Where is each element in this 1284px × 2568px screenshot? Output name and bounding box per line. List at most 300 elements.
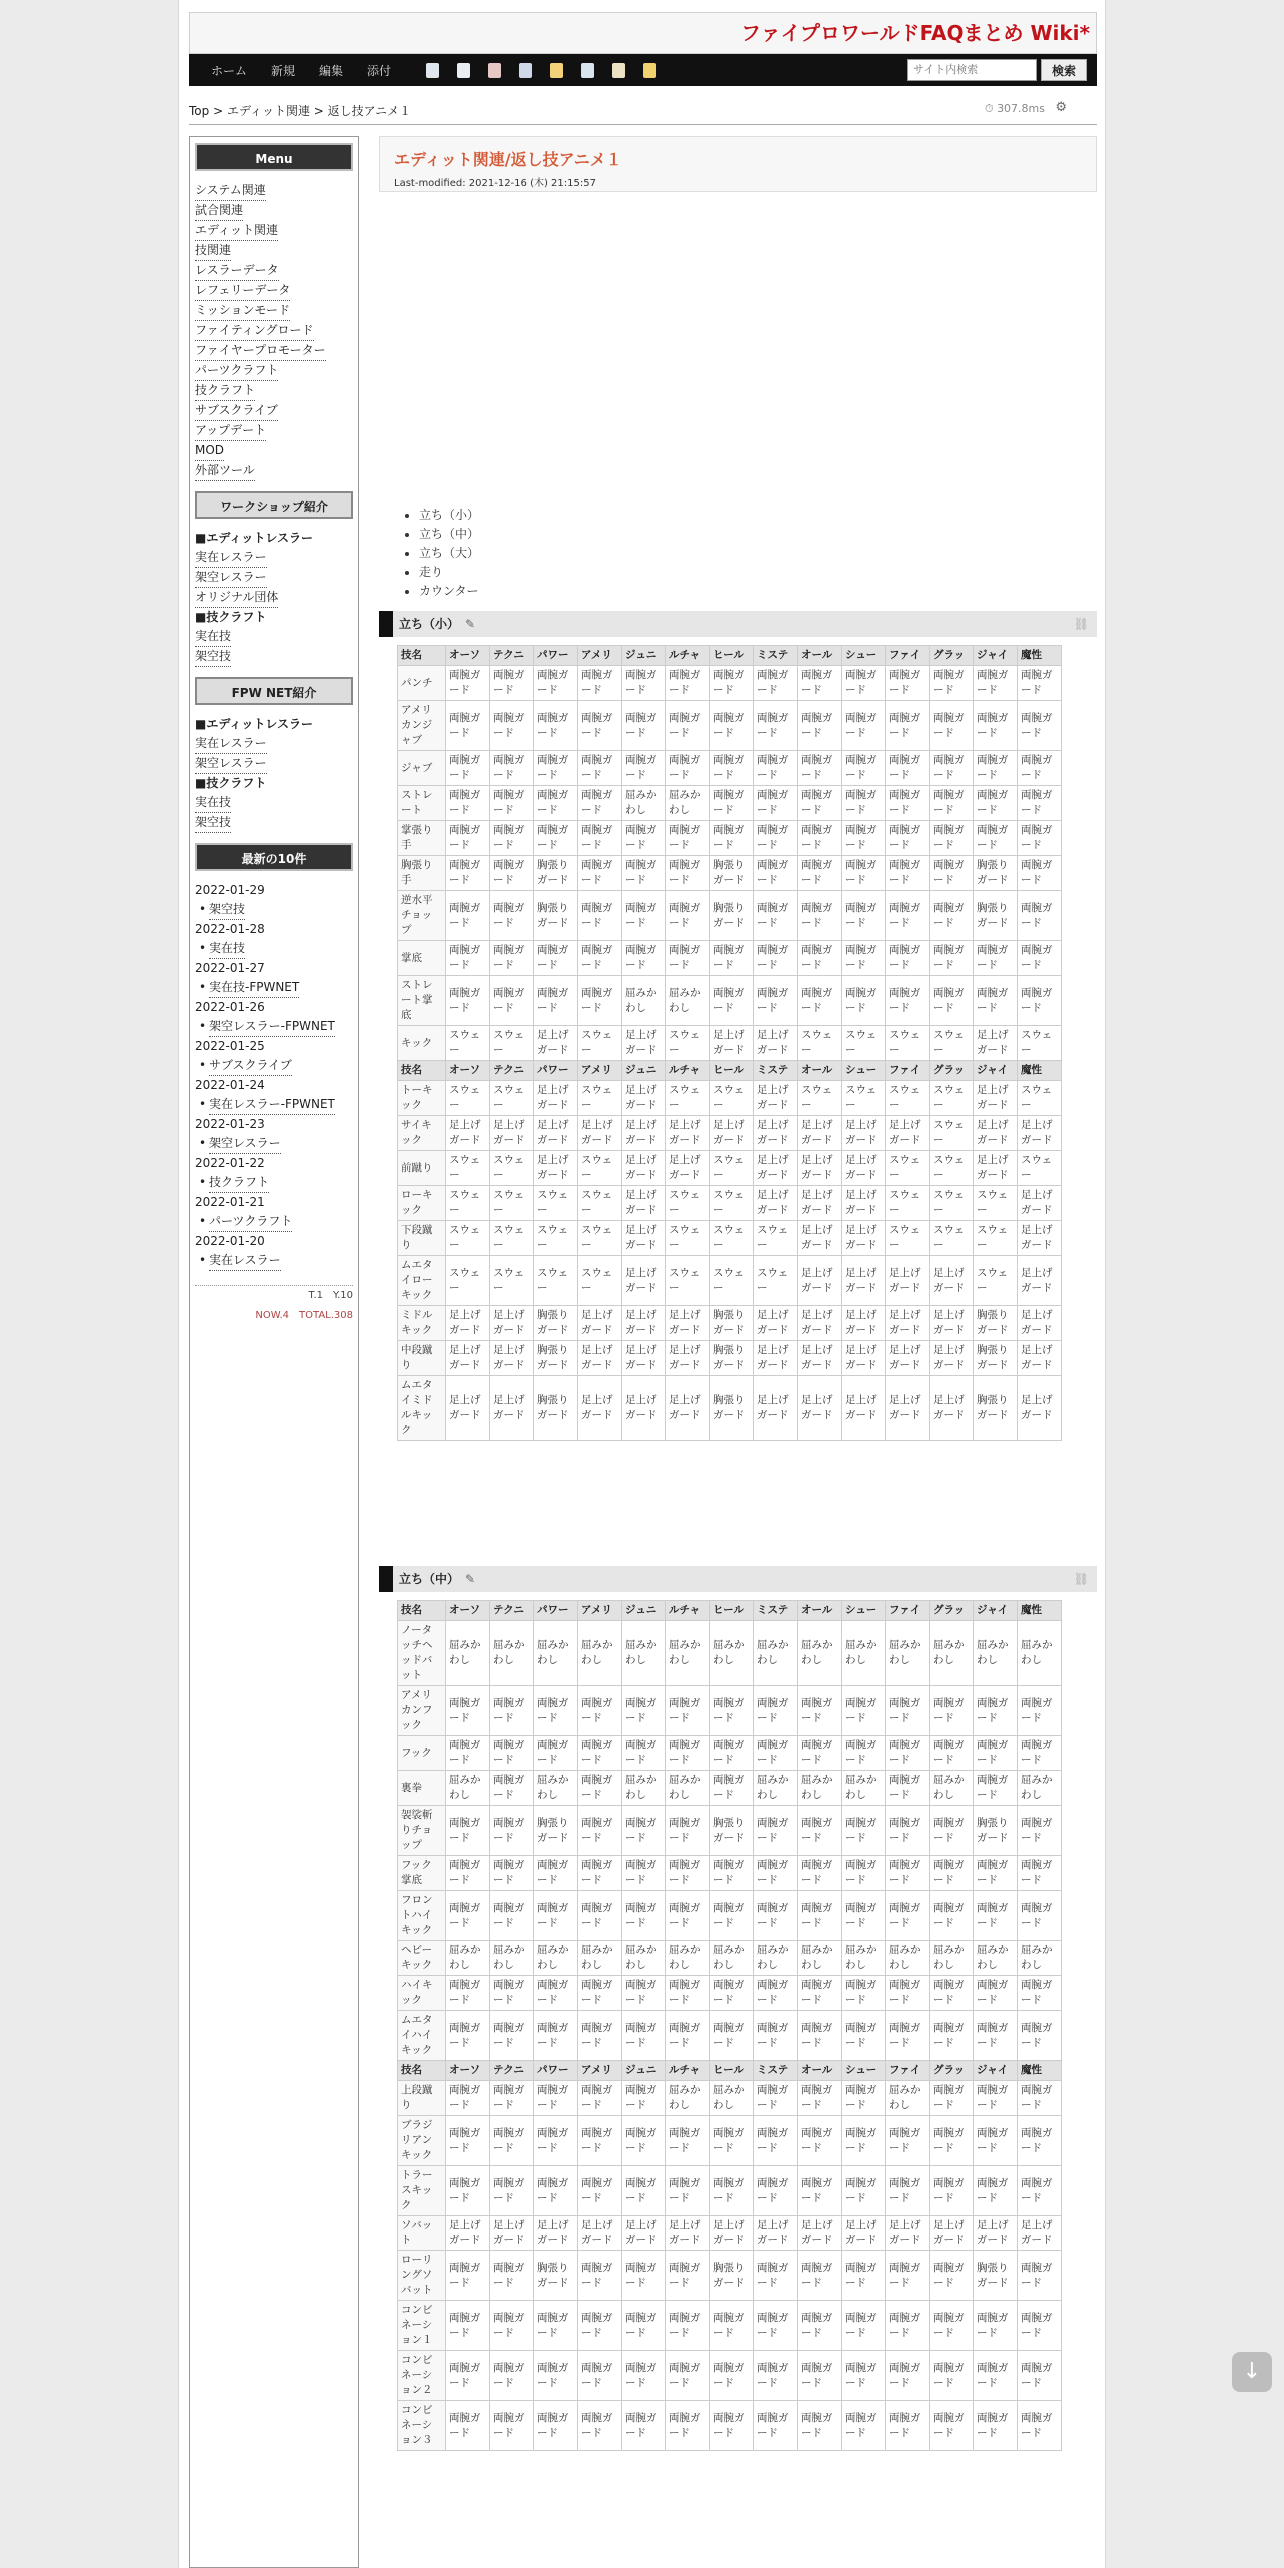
toc-item [419, 563, 479, 582]
sidebar-menu-item[interactable]: サブスクライブ [195, 401, 278, 421]
column-header: ジュニ [622, 1061, 666, 1081]
recent-link[interactable]: • 実在レスラー-FPWNET [209, 1095, 335, 1115]
reversal-cell: 両腕ガード [710, 1891, 754, 1941]
reversal-cell: 両腕ガード [886, 2401, 930, 2451]
reversal-cell: 屈みかわし [798, 1771, 842, 1806]
fpw-heading[interactable]: FPW NET紹介 [195, 677, 353, 705]
recent-date: 2022-01-23 [195, 1117, 265, 1131]
reversal-cell: 両腕ガード [534, 2011, 578, 2061]
toc-link[interactable]: 立ち（大） [419, 546, 480, 560]
reversal-cell: 両腕ガード [798, 666, 842, 701]
recent-date: 2022-01-24 [195, 1078, 265, 1092]
reversal-cell: 足上げガード [666, 1306, 710, 1341]
reversal-cell: 足上げガード [798, 2216, 842, 2251]
reversal-cell: 足上げガード [886, 2216, 930, 2251]
search-button[interactable]: 検索 [1041, 59, 1087, 81]
reversal-cell: 足上げガード [666, 1376, 710, 1441]
reversal-cell: 両腕ガード [578, 2251, 622, 2301]
reversal-cell: 屈みかわし [754, 1771, 798, 1806]
sidebar-link[interactable]: オリジナル団体 [195, 588, 278, 608]
recent-icon[interactable] [612, 63, 625, 78]
reversal-cell: 両腕ガード [1018, 2351, 1062, 2401]
sidebar-link[interactable]: 架空技 [195, 813, 231, 833]
section-title[interactable]: 立ち（中） [399, 1572, 460, 1586]
reversal-cell: 両腕ガード [974, 2351, 1018, 2401]
reversal-cell: 両腕ガード [578, 2081, 622, 2116]
reversal-cell: 足上げガード [622, 1256, 666, 1306]
table-row [398, 856, 1062, 891]
reversal-cell: 屈みかわし [446, 1941, 490, 1976]
reversal-cell: 両腕ガード [710, 2011, 754, 2061]
recent-link[interactable]: • 架空レスラー-FPWNET [209, 1017, 335, 1037]
move-name: アメリカンジャブ [398, 701, 446, 751]
reversal-cell: 足上げガード [974, 2216, 1018, 2251]
anchor-link-icon[interactable]: ⛓ [1073, 1572, 1089, 1586]
reversal-cell: 両腕ガード [1018, 1856, 1062, 1891]
reversal-cell: 両腕ガード [842, 751, 886, 786]
reversal-cell: 屈みかわし [842, 1771, 886, 1806]
reversal-cell: スウェー [886, 1186, 930, 1221]
recent-link[interactable]: • パーツクラフト [209, 1212, 292, 1232]
reversal-cell: 胸張りガード [974, 891, 1018, 941]
reversal-cell: 両腕ガード [1018, 2011, 1062, 2061]
reversal-cell: 両腕ガード [534, 2301, 578, 2351]
reversal-cell: 屈みかわし [578, 1621, 622, 1686]
toc-link[interactable]: 走り [419, 565, 444, 579]
column-header: 技名 [398, 2061, 446, 2081]
toc-item [419, 582, 479, 601]
reversal-cell: 足上げガード [622, 1306, 666, 1341]
anchor-link-icon[interactable]: ⛓ [1073, 617, 1089, 631]
nav-attach[interactable]: 添付 [367, 63, 392, 78]
sidebar-group-label: ■エディットレスラー [195, 531, 314, 545]
reversal-cell: スウェー [446, 1151, 490, 1186]
reversal-cell: 両腕ガード [886, 1686, 930, 1736]
help-icon[interactable] [643, 63, 656, 78]
reversal-cell: 足上げガード [622, 1081, 666, 1116]
recent-item [195, 1095, 353, 1115]
sidebar-menu-item[interactable]: MOD [195, 441, 224, 461]
column-header: オーソ [446, 1601, 490, 1621]
reversal-cell: 両腕ガード [930, 1856, 974, 1891]
reversal-cell: 両腕ガード [842, 2301, 886, 2351]
reversal-cell: 屈みかわし [1018, 1621, 1062, 1686]
gear-icon[interactable]: ⚙ [1055, 100, 1067, 115]
table-row [398, 1771, 1062, 1806]
reversal-cell: 屈みかわし [930, 1941, 974, 1976]
move-name: ストレート掌底 [398, 976, 446, 1026]
reversal-cell: 両腕ガード [930, 786, 974, 821]
reversal-cell: 両腕ガード [710, 701, 754, 751]
reversal-cell: 屈みかわし [622, 976, 666, 1026]
reversal-cell: 両腕ガード [886, 2166, 930, 2216]
reversal-cell: 屈みかわし [974, 1941, 1018, 1976]
column-header: ヒール [710, 2061, 754, 2081]
reversal-cell: 両腕ガード [666, 666, 710, 701]
reversal-cell: スウェー [490, 1186, 534, 1221]
reversal-cell: 両腕ガード [754, 891, 798, 941]
reversal-cell: スウェー [974, 1256, 1018, 1306]
reversal-cell: 両腕ガード [666, 2011, 710, 2061]
reversal-cell: 両腕ガード [446, 2251, 490, 2301]
reversal-cell: 足上げガード [622, 1151, 666, 1186]
move-name: アメリカンフック [398, 1686, 446, 1736]
reversal-cell: 両腕ガード [666, 1856, 710, 1891]
reversal-cell: 両腕ガード [930, 1976, 974, 2011]
reversal-cell: 屈みかわし [974, 1621, 1018, 1686]
table-row [398, 2011, 1062, 2061]
recent-item [195, 900, 353, 920]
reversal-cell: 両腕ガード [666, 821, 710, 856]
toc-link[interactable]: 立ち（小） [419, 508, 480, 522]
reversal-cell: スウェー [446, 1221, 490, 1256]
reversal-cell: 両腕ガード [974, 701, 1018, 751]
reversal-cell: 両腕ガード [798, 1976, 842, 2011]
reversal-cell: 両腕ガード [842, 856, 886, 891]
reversal-cell: 両腕ガード [1018, 856, 1062, 891]
reversal-cell: スウェー [1018, 1151, 1062, 1186]
reversal-cell: 両腕ガード [710, 1856, 754, 1891]
reversal-cell: 両腕ガード [1018, 821, 1062, 856]
reversal-cell: 屈みかわし [798, 1941, 842, 1976]
move-name: パンチ [398, 666, 446, 701]
reversal-cell: 両腕ガード [622, 2301, 666, 2351]
sidebar-menu-item[interactable]: エディット関連 [195, 221, 278, 241]
reversal-cell: 両腕ガード [886, 1736, 930, 1771]
sidebar-menu-item[interactable]: 試合関連 [195, 201, 243, 221]
move-name: 胸張り手 [398, 856, 446, 891]
sidebar-menu-item[interactable]: 技関連 [195, 241, 231, 261]
sidebar-menu-item[interactable]: システム関連 [195, 181, 266, 201]
reversal-cell: 胸張りガード [974, 1306, 1018, 1341]
reversal-cell: 胸張りガード [974, 2251, 1018, 2301]
reversal-cell: 両腕ガード [754, 1891, 798, 1941]
table-row [398, 1081, 1062, 1116]
reversal-cell: 両腕ガード [842, 976, 886, 1026]
reversal-cell: 両腕ガード [666, 1976, 710, 2011]
menu-list [195, 181, 353, 481]
reversal-cell: 両腕ガード [842, 2166, 886, 2216]
reversal-cell: 両腕ガード [622, 821, 666, 856]
reversal-cell: 足上げガード [578, 1376, 622, 1441]
reversal-cell: スウェー [490, 1026, 534, 1061]
reversal-cell: 両腕ガード [930, 891, 974, 941]
reversal-cell: 足上げガード [886, 1376, 930, 1441]
reversal-cell: 屈みかわし [842, 1941, 886, 1976]
reversal-cell: スウェー [578, 1221, 622, 1256]
reversal-cell: 足上げガード [842, 1186, 886, 1221]
move-name: 前蹴り [398, 1151, 446, 1186]
recent-date: 2022-01-26 [195, 1000, 265, 1014]
reversal-cell: 両腕ガード [754, 821, 798, 856]
toc-item [419, 506, 479, 525]
breadcrumb [189, 102, 411, 119]
column-header: テクニ [490, 1601, 534, 1621]
breadcrumb-top[interactable]: Top [189, 104, 210, 118]
reversal-cell: 両腕ガード [578, 1856, 622, 1891]
reversal-cell: 両腕ガード [578, 1686, 622, 1736]
reversal-cell: 両腕ガード [798, 1856, 842, 1891]
column-header: ファイ [886, 2061, 930, 2081]
reversal-cell: 両腕ガード [930, 1686, 974, 1736]
recent-item [195, 939, 353, 959]
reversal-cell: スウェー [666, 1221, 710, 1256]
reversal-cell: 両腕ガード [930, 821, 974, 856]
search-input[interactable] [907, 59, 1037, 81]
toc-link[interactable]: 立ち（中） [419, 527, 480, 541]
move-name: ヘビーキック [398, 1941, 446, 1976]
move-name: 下段蹴り [398, 1221, 446, 1256]
column-header: ファイ [886, 646, 930, 666]
reversal-cell: 両腕ガード [798, 941, 842, 976]
reversal-cell: 屈みかわし [666, 1941, 710, 1976]
sidebar-menu-item[interactable]: レスラーデータ [195, 261, 279, 281]
reversal-cell: 屈みかわし [666, 976, 710, 1026]
table-row [398, 1736, 1062, 1771]
section-heading [379, 611, 1097, 637]
column-header: テクニ [490, 1061, 534, 1081]
workshop-heading[interactable]: ワークショップ紹介 [195, 491, 353, 519]
reversal-cell: 両腕ガード [974, 2116, 1018, 2166]
reversal-cell: 両腕ガード [974, 2401, 1018, 2451]
reversal-cell: 足上げガード [534, 1116, 578, 1151]
recent-link[interactable]: • 架空技 [209, 900, 245, 920]
recent-link[interactable]: • 実在技 [209, 939, 245, 959]
move-name: ノータッチヘッドバット [398, 1621, 446, 1686]
edit-pencil-icon[interactable]: ✎ [465, 617, 476, 631]
scroll-down-button[interactable]: ↓ [1232, 2352, 1272, 2392]
reversal-cell: 屈みかわし [446, 1771, 490, 1806]
reversal-cell: 両腕ガード [974, 2301, 1018, 2351]
sidebar-menu-item[interactable]: パーツクラフト [195, 361, 278, 381]
sidebar-menu-item[interactable]: ミッションモード [195, 301, 290, 321]
reversal-cell: 両腕ガード [974, 821, 1018, 856]
table-row [398, 2116, 1062, 2166]
reversal-cell: スウェー [666, 1256, 710, 1306]
reversal-cell: 両腕ガード [886, 976, 930, 1026]
move-name: サイキック [398, 1116, 446, 1151]
reversal-cell: 足上げガード [446, 1341, 490, 1376]
reversal-cell: 両腕ガード [886, 856, 930, 891]
reversal-cell: 屈みかわし [534, 1621, 578, 1686]
reversal-cell: 足上げガード [1018, 1306, 1062, 1341]
reversal-cell: 屈みかわし [534, 1941, 578, 1976]
column-header: パワー [534, 646, 578, 666]
reversal-cell: 両腕ガード [534, 976, 578, 1026]
recent-link[interactable]: • 架空レスラー [209, 1134, 281, 1154]
sidebar-link[interactable]: 実在レスラー [195, 734, 267, 754]
reversal-cell: 両腕ガード [490, 2166, 534, 2216]
reversal-cell: 両腕ガード [1018, 2401, 1062, 2451]
reversal-cell: 屈みかわし [622, 1941, 666, 1976]
column-header: 魔性 [1018, 1601, 1062, 1621]
sidebar-link[interactable]: 実在技 [195, 627, 231, 647]
reversal-cell: スウェー [710, 1151, 754, 1186]
reversal-cell: 両腕ガード [842, 1736, 886, 1771]
reversal-cell: 両腕ガード [446, 666, 490, 701]
column-header: オール [798, 1601, 842, 1621]
reversal-cell: 両腕ガード [490, 666, 534, 701]
reversal-cell: 両腕ガード [930, 1736, 974, 1771]
reversal-cell: 両腕ガード [754, 751, 798, 786]
reversal-cell: 両腕ガード [798, 976, 842, 1026]
sidebar-menu-item[interactable]: 外部ツール [195, 461, 255, 481]
reversal-cell: 両腕ガード [886, 1976, 930, 2011]
reversal-cell: 両腕ガード [798, 2301, 842, 2351]
reversal-cell: 両腕ガード [974, 1736, 1018, 1771]
reversal-cell: スウェー [930, 1186, 974, 1221]
reversal-cell: 胸張りガード [710, 1306, 754, 1341]
reversal-cell: 足上げガード [490, 1341, 534, 1376]
sidebar-menu-item[interactable]: ファイティングロード [195, 321, 314, 341]
reversal-cell: 足上げガード [710, 1026, 754, 1061]
reversal-cell: 両腕ガード [886, 1856, 930, 1891]
reversal-cell: 両腕ガード [666, 701, 710, 751]
reversal-cell: 両腕ガード [622, 2351, 666, 2401]
move-name: ソバット [398, 2216, 446, 2251]
reversal-cell: 両腕ガード [446, 1976, 490, 2011]
recent-item [195, 1173, 353, 1193]
toc-link[interactable]: カウンター [419, 584, 479, 598]
reversal-cell: 両腕ガード [842, 701, 886, 751]
reversal-cell: 両腕ガード [754, 2351, 798, 2401]
reversal-cell: 足上げガード [798, 1341, 842, 1376]
sidebar-menu-item[interactable]: ファイヤープロモーター [195, 341, 326, 361]
table-row [398, 1306, 1062, 1341]
reversal-cell: 両腕ガード [1018, 891, 1062, 941]
reversal-cell: スウェー [886, 1221, 930, 1256]
section-heading [379, 1566, 1097, 1592]
edit-pencil-icon[interactable]: ✎ [465, 1572, 476, 1586]
reversal-cell: 両腕ガード [710, 2301, 754, 2351]
table-row [398, 1151, 1062, 1186]
rename-icon[interactable] [519, 63, 532, 78]
reversal-cell: 両腕ガード [622, 1806, 666, 1856]
list-icon[interactable] [581, 63, 594, 78]
reversal-cell: 足上げガード [798, 1186, 842, 1221]
reversal-cell: 両腕ガード [842, 2011, 886, 2061]
diff-icon[interactable] [426, 63, 439, 78]
reversal-cell: 両腕ガード [490, 2401, 534, 2451]
recent-item [195, 1134, 353, 1154]
recent-link[interactable]: • 実在技-FPWNET [209, 978, 299, 998]
reversal-cell: 両腕ガード [798, 1806, 842, 1856]
recent-date: 2022-01-20 [195, 1234, 265, 1248]
recent-link[interactable]: • 実在レスラー [209, 1251, 281, 1271]
reversal-cell: 両腕ガード [622, 2011, 666, 2061]
reversal-cell: 両腕ガード [930, 751, 974, 786]
reversal-cell: スウェー [886, 1026, 930, 1061]
copy-icon[interactable] [488, 63, 501, 78]
table-row [398, 821, 1062, 856]
reversal-cell: 足上げガード [622, 1341, 666, 1376]
reversal-cell: 屈みかわし [798, 1621, 842, 1686]
reversal-cell: 足上げガード [490, 2216, 534, 2251]
page-title[interactable]: エディット関連/返し技アニメ１ [394, 150, 622, 169]
reversal-cell: 両腕ガード [886, 1806, 930, 1856]
recent-link[interactable]: • 技クラフト [209, 1173, 269, 1193]
sidebar-link[interactable]: 実在技 [195, 793, 231, 813]
reversal-cell: 両腕ガード [446, 1686, 490, 1736]
site-title[interactable]: ファイプロワールドFAQまとめ Wiki* [741, 21, 1090, 45]
move-name: ストレート [398, 786, 446, 821]
reversal-cell: 両腕ガード [666, 1736, 710, 1771]
sidebar-menu-item[interactable]: レフェリーデータ [195, 281, 290, 301]
nav-new[interactable]: 新規 [271, 63, 296, 78]
reversal-cell: 両腕ガード [886, 666, 930, 701]
column-header: パワー [534, 1061, 578, 1081]
reversal-cell: 両腕ガード [578, 1806, 622, 1856]
reversal-cell: 両腕ガード [798, 2401, 842, 2451]
section-title[interactable]: 立ち（小） [399, 617, 460, 631]
reversal-cell: スウェー [666, 1186, 710, 1221]
recent-heading: 最新の10件 [195, 843, 353, 871]
reversal-cell: 両腕ガード [622, 1856, 666, 1891]
table-row [398, 941, 1062, 976]
move-name: フック掌底 [398, 1856, 446, 1891]
reversal-cell: 両腕ガード [446, 2401, 490, 2451]
table-header-row [398, 1061, 1062, 1081]
backup-icon[interactable] [457, 63, 470, 78]
move-name: フック [398, 1736, 446, 1771]
reversal-cell: 足上げガード [886, 1116, 930, 1151]
nav-home[interactable]: ホーム [211, 63, 248, 78]
reversal-cell: 胸張りガード [534, 1341, 578, 1376]
sidebar-link[interactable]: 実在レスラー [195, 548, 267, 568]
site-header [189, 12, 1097, 54]
sidebar-menu-item[interactable]: アップデート [195, 421, 266, 441]
freeze-icon[interactable] [550, 63, 563, 78]
reversal-cell: 足上げガード [842, 1376, 886, 1441]
reversal-cell: スウェー [798, 1026, 842, 1061]
reversal-cell: 両腕ガード [490, 1736, 534, 1771]
breadcrumb-edit[interactable]: エディット関連 [226, 104, 310, 118]
reversal-cell: 足上げガード [446, 2216, 490, 2251]
reversal-cell: 足上げガード [842, 1221, 886, 1256]
sidebar-link[interactable]: 架空技 [195, 647, 231, 667]
nav-edit[interactable]: 編集 [319, 63, 344, 78]
reversal-cell: 両腕ガード [710, 786, 754, 821]
sidebar-group-label: ■技クラフト [195, 776, 267, 790]
recent-item [195, 1017, 353, 1037]
table-row [398, 1116, 1062, 1151]
reversal-cell: 両腕ガード [578, 701, 622, 751]
reversal-cell: 両腕ガード [930, 2081, 974, 2116]
reversal-cell: 両腕ガード [446, 856, 490, 891]
reversal-cell: スウェー [534, 1186, 578, 1221]
title-box [379, 136, 1097, 192]
sidebar-menu-item[interactable]: 技クラフト [195, 381, 255, 401]
reversal-cell: スウェー [666, 1081, 710, 1116]
reversal-cell: 両腕ガード [974, 786, 1018, 821]
reversal-cell: 胸張りガード [534, 856, 578, 891]
reversal-cell: 両腕ガード [666, 751, 710, 786]
sidebar-link[interactable]: 架空レスラー [195, 568, 267, 588]
recent-link[interactable]: • サブスクライブ [209, 1056, 292, 1076]
reversal-cell: 両腕ガード [754, 2401, 798, 2451]
reversal-cell: スウェー [754, 1256, 798, 1306]
table-row [398, 1686, 1062, 1736]
reversal-cell: 両腕ガード [886, 1771, 930, 1806]
reversal-cell: 両腕ガード [622, 1736, 666, 1771]
recent-item [195, 978, 353, 998]
recent-date: 2022-01-28 [195, 922, 265, 936]
reversal-cell: 胸張りガード [710, 2251, 754, 2301]
reversal-cell: 両腕ガード [1018, 2166, 1062, 2216]
recent-item [195, 1056, 353, 1076]
reversal-cell: 両腕ガード [754, 1686, 798, 1736]
sidebar-link[interactable]: 架空レスラー [195, 754, 267, 774]
